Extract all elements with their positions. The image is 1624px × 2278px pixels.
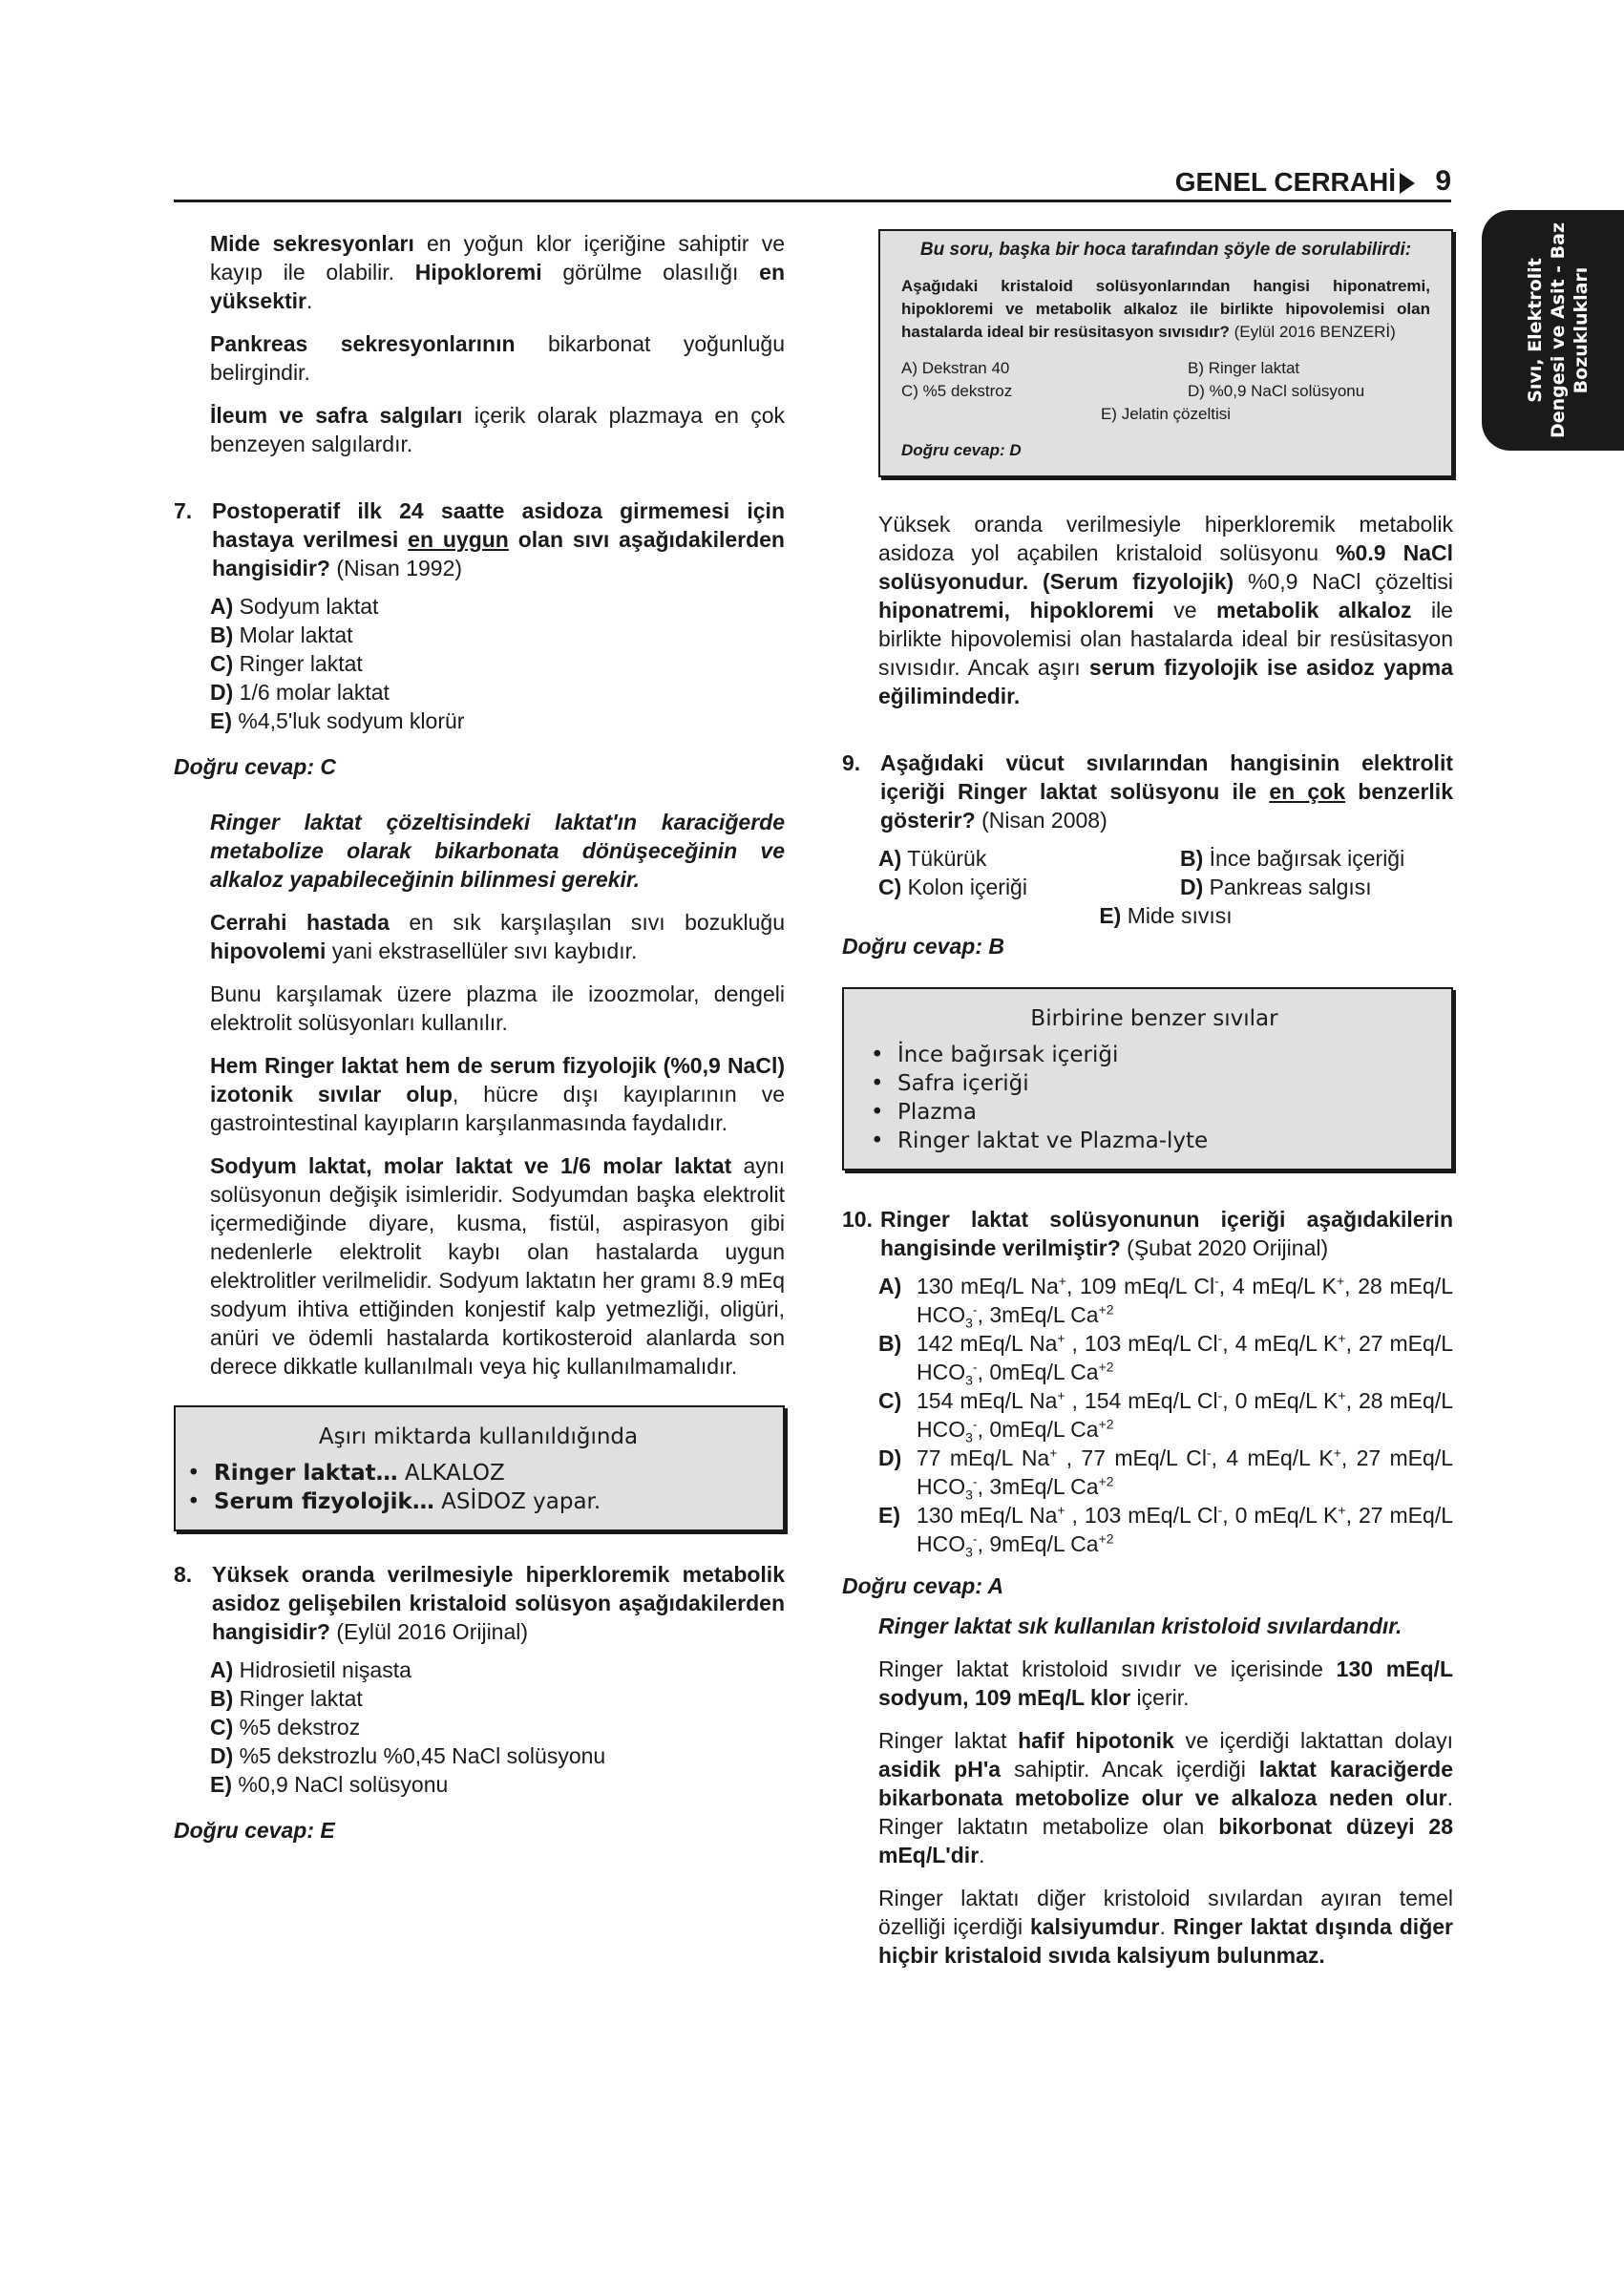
question-9 (842, 749, 1453, 834)
text-bold: hipovolemi (210, 939, 327, 963)
underlined-text: en çok (1269, 779, 1346, 804)
text-bold: serum fizyolojik ise asidoz yapma eğilimindedir. (878, 655, 1453, 708)
note-box-item (187, 1487, 770, 1516)
text-bold: bikorbonat düzeyi 28 mEq/L'dir (878, 1814, 1453, 1867)
text-bold: Mide sekresyonları (210, 231, 414, 256)
left-column (174, 229, 785, 1871)
option-text: Kolon içeriği (901, 875, 1027, 899)
question-number: 7. (174, 498, 193, 523)
text: Aşağıdaki kristaloid solüsyonlarından hangisi hiponatremi, hipokloremi ve metabolik alkaloz ile birlikte hipovolemisi olan hastalarda ideal bir resüsitasyon sıvısıdır? (901, 277, 1430, 341)
option-b (210, 1684, 785, 1713)
option-e (210, 1770, 785, 1799)
option-c: C) %5 dekstroz (901, 382, 1013, 400)
paragraph-ringer-hipotonik (878, 1726, 1453, 1869)
play-arrow-icon (1400, 173, 1415, 194)
option-d (210, 678, 785, 707)
text: aynı solüsyonun değişik isimleridir. Sodyumdan başka elektrolit içermediğinde diyare, kusma, fistül, aspirasyon gibi nedenlerle elektrolit kaybı olan hastalarda uygun elektrolitler verilmelidir. Sodyum laktatın her gramı 8.9 mEq sodyum ihtiva ettiğinden konjestif kalp yetmezliği, oligüri, anüri ve ödemli hastalarda kortikosteroid alanlarda son derece dikkatle kullanılmalı veya hiç kullanılmamalıdır. (210, 1153, 785, 1379)
paragraph-ringer-icerik (878, 1655, 1453, 1712)
option-c (210, 1713, 785, 1741)
text: en yoğun klor içeriğine sahiptir ve kayıp ile olabilir. (210, 231, 785, 285)
text-bold: kalsiyumdur (1029, 1914, 1160, 1939)
question-8 (174, 1560, 785, 1646)
text: Yüksek oranda verilmesiyle hiperkloremik metabolik asidoza yol açabilen kristaloid solüsyonu (878, 512, 1453, 565)
question-text (212, 496, 785, 582)
note-box-item (871, 1069, 1438, 1098)
bullet-icon: • (871, 1100, 884, 1125)
option-letter: D) (210, 1743, 234, 1768)
option-b: B) 142 mEq/L Na+ , 103 mEq/L Cl-, 4 mEq/L K+, 27 mEq/L $HCO_3^-$, 0mEq/L $Ca^{+2}$ (878, 1330, 1453, 1388)
question-text (880, 1205, 1453, 1262)
option-letter: B) (1180, 846, 1204, 871)
text-bold: Cerrahi hastada (210, 910, 390, 935)
answer-7: Doğru cevap: C (174, 754, 336, 779)
option-a: A) 130 mEq/L Na+, 109 mEq/L Cl-, 4 mEq/L K+, 28 mEq/L $HCO_3^-$, 3mEq/L $Ca^{+2}$ (878, 1273, 1453, 1331)
option-e: E) 130 mEq/L Na+ , 103 mEq/L Cl-, 0 mEq/L K+, 27 mEq/L $HCO_3^-$, 9mEq/L $Ca^{+2}$ (878, 1502, 1453, 1560)
option-e: E) Jelatin çözeltisi (1100, 405, 1232, 423)
option-c (878, 873, 1180, 901)
text-bold: Pankreas sekresyonlarının (210, 331, 516, 356)
option-text: İnce bağırsak içeriği (1203, 846, 1405, 871)
alternate-question-options (901, 357, 1430, 403)
text-bold: Hem Ringer laktat hem de serum fizyolojik (%0,9 NaCl) izotonik sıvılar olup (210, 1053, 785, 1107)
text: Aşağıdaki vücut sıvılarından hangisinin elektrolit içeriği Ringer laktat solüsyonu ile (880, 750, 1453, 804)
option-e (842, 901, 1453, 930)
explanation-italic: Ringer laktat sık kullanılan kristoloid sıvılardandır. (878, 1614, 1403, 1638)
chapter-side-tab-label: Sıvı, Elektrolit Dengesi ve Asit - Baz Bozuklukları (1525, 221, 1592, 439)
question-text (880, 749, 1453, 834)
option-text: %4,5'luk sodyum klorür (232, 708, 465, 733)
page-header (174, 164, 1451, 202)
option-d (1180, 873, 1453, 901)
paragraph-ileum (210, 401, 785, 458)
explanation-italic: Ringer laktat çözeltisindeki laktat'ın karaciğerde metabolize olarak bikarbonata dönüşeceğinin ve alkaloz yapabileceğinin bilinmesi gerekir. (210, 810, 785, 892)
bullet-icon: • (871, 1128, 884, 1153)
question-source: (Nisan 2008) (975, 808, 1107, 833)
underlined-text: en uygun (408, 527, 509, 552)
header-title: GENEL CERRAHİ (1174, 167, 1396, 197)
text: %0,9 NaCl çözeltisi (1234, 569, 1453, 594)
option-a (878, 844, 1180, 873)
text: ile birlikte hipovolemisi olan hastalarda ideal bir resüsitasyon sıvısıdır. Ancak aşırı (878, 598, 1453, 680)
question-7 (174, 496, 785, 582)
text: en sık karşılaşılan sıvı bozukluğu (389, 910, 785, 935)
question-source: (Eylül 2016 BENZERİ) (1229, 323, 1396, 341)
option-d: D) 77 mEq/L Na+ , 77 mEq/L Cl-, 4 mEq/L K+, 27 mEq/L $HCO_3^-$, 3mEq/L $Ca^{+2}$ (878, 1445, 1453, 1503)
option-text: 1/6 molar laktat (233, 680, 390, 705)
option-letter: A) (210, 594, 234, 619)
option-c: C) 154 mEq/L Na+ , 154 mEq/L Cl-, 0 mEq/L K+, 28 mEq/L $HCO_3^-$, 0mEq/L $Ca^{+2}$ (878, 1387, 1453, 1445)
question-7-options (174, 592, 785, 735)
question-10-options (842, 1272, 1453, 1558)
text: . (306, 288, 313, 313)
question-number: 9. (842, 750, 861, 775)
text: Ringer laktat (878, 1728, 1019, 1753)
option-text: Ringer laktat (233, 1686, 363, 1711)
option-b: B) Ringer laktat (1188, 359, 1300, 377)
note-box-item (871, 1127, 1438, 1155)
option-e (210, 707, 785, 735)
paragraph-ringer-kalsiyum (878, 1884, 1453, 1970)
option-text: Pankreas salgısı (1203, 875, 1372, 899)
chapter-side-tab (1482, 210, 1624, 451)
text-bold: Ringer laktat… (214, 1461, 398, 1486)
text-bold: Sodyum laktat, molar laktat ve 1/6 molar laktat (210, 1153, 732, 1178)
text: . Ringer laktatın metabolize olan (878, 1785, 1453, 1839)
question-number: 10. (842, 1207, 873, 1232)
text: . (979, 1843, 985, 1867)
option-letter: E) (210, 1772, 232, 1797)
paragraph-sodyum-laktat (210, 1151, 785, 1381)
bullet-icon: • (187, 1461, 200, 1486)
question-text (212, 1560, 785, 1646)
option-text: Sodyum laktat (233, 594, 379, 619)
note-box-benzer-sivilar (842, 987, 1453, 1171)
alternate-question-box (878, 229, 1453, 477)
option-d: D) %0,9 NaCl solüsyonu (1188, 382, 1365, 400)
question-number: 8. (174, 1562, 193, 1587)
option-text: %5 dekstroz (233, 1715, 361, 1740)
option-letter: B) (210, 622, 234, 647)
text: Ringer laktatı diğer kristoloid sıvılardan ayıran temel özelliği içerdiği (878, 1886, 1453, 1939)
text-bold: hafif hipotonik (1018, 1728, 1174, 1753)
text: ALKALOZ (397, 1461, 505, 1486)
text-bold: hiponatremi, hipokloremi (878, 598, 1154, 622)
text: sahiptir. Ancak içerdiği (1001, 1757, 1259, 1782)
paragraph-mide (210, 229, 785, 315)
option-b (1180, 844, 1453, 873)
note-box-item (187, 1459, 770, 1487)
text: . (1159, 1914, 1173, 1939)
bullet-icon: • (871, 1071, 884, 1096)
text: ASİDOZ yapar. (433, 1489, 601, 1514)
option-text: Ringer laktat (233, 651, 363, 676)
question-source: (Nisan 1992) (329, 556, 463, 580)
answer-10: Doğru cevap: A (842, 1573, 1004, 1598)
text-bold: Ringer laktat dışında diğer hiçbir kristaloid sıvıda kalsiyum bulunmaz. (878, 1914, 1453, 1968)
text-bold: metabolik alkaloz (1216, 598, 1412, 622)
right-column (842, 229, 1453, 1984)
text: içerik olarak plazmaya en çok benzeyen salgılardır. (210, 403, 785, 456)
bullet-icon: • (187, 1489, 200, 1514)
question-source: (Şubat 2020 Orijinal) (1120, 1235, 1329, 1260)
paragraph-hiperkloremik (878, 510, 1453, 710)
text: içerir. (1130, 1685, 1190, 1710)
note-box-item (871, 1098, 1438, 1127)
option-text: Hidrosietil nişasta (233, 1657, 411, 1682)
text: Ringer laktat kristoloid sıvıdır ve içerisinde (878, 1656, 1337, 1681)
option-text: Tükürük (901, 846, 987, 871)
text: görülme olasılığı (541, 260, 760, 285)
option-b (210, 621, 785, 649)
question-10 (842, 1205, 1453, 1262)
option-letter: E) (1099, 903, 1122, 928)
option-a: A) Dekstran 40 (901, 359, 1010, 377)
text: Safra içeriği (897, 1071, 1029, 1096)
answer-9: Doğru cevap: B (842, 934, 1004, 959)
text-bold: İleum ve safra salgıları (210, 403, 463, 428)
note-box-title: Birbirine benzer sıvılar (1030, 1006, 1278, 1031)
paragraph-plazma: Bunu karşılamak üzere plazma ile izoozmolar, dengeli elektrolit solüsyonları kullanılır. (210, 981, 785, 1035)
alternate-question-title: Bu soru, başka bir hoca tarafından şöyle de sorulabilirdi: (919, 240, 1412, 260)
note-box-asiri-miktar (174, 1405, 785, 1531)
option-letter: A) (210, 1657, 234, 1682)
option-a (210, 592, 785, 621)
text: Yüksek oranda verilmesiyle hiperkloremik metabolik asidoz gelişebilen kristaloid solüsyon aşağıdakilerden hangisidir? (212, 1562, 785, 1644)
option-letter: D) (1180, 875, 1204, 899)
option-letter: C) (210, 1715, 234, 1740)
text: yani ekstrasellüler sıvı kaybıdır. (326, 939, 638, 963)
text: Plazma (897, 1100, 977, 1125)
text-bold: %0.9 NaCl solüsyonudur. (Serum fizyolojik) (878, 540, 1453, 594)
text: İnce bağırsak içeriği (897, 1043, 1119, 1067)
bullet-icon: • (871, 1043, 884, 1067)
option-text: %0,9 NaCl solüsyonu (232, 1772, 449, 1797)
text: Postoperatif ilk 24 saatte asidoza girmemesi için hastaya verilmesi (212, 498, 785, 552)
note-box-item (871, 1041, 1438, 1069)
note-box-title: Aşırı miktarda kullanıldığında (318, 1424, 639, 1449)
option-text: %5 dekstrozlu %0,45 NaCl solüsyonu (233, 1743, 606, 1768)
text-bold: 130 mEq/L sodyum, 109 mEq/L klor (878, 1656, 1453, 1710)
option-letter: D) (210, 680, 234, 705)
option-text: Mide sıvısı (1121, 903, 1233, 928)
paragraph-pankreas (210, 329, 785, 387)
text: ve (1153, 598, 1216, 622)
option-text: Molar laktat (233, 622, 353, 647)
paragraph-ringer-serum (210, 1051, 785, 1137)
question-8-options (174, 1656, 785, 1799)
alternate-question-answer: Doğru cevap: D (901, 441, 1022, 459)
text: , hücre dışı kayıplarının ve gastrointestinal kayıpların karşılanmasında faydalıdır. (210, 1082, 785, 1135)
text: ve içerdiği laktattan dolayı (1173, 1728, 1454, 1753)
option-letter: E) (210, 708, 232, 733)
page-number: 9 (1435, 165, 1451, 197)
option-letter: B) (210, 1686, 234, 1711)
paragraph-cerrahi (210, 908, 785, 965)
option-d (210, 1741, 785, 1770)
answer-8: Doğru cevap: E (174, 1818, 335, 1843)
option-letter: C) (878, 875, 902, 899)
option-a (210, 1656, 785, 1684)
option-letter: A) (878, 846, 902, 871)
text-bold: asidik pH'a (878, 1757, 1002, 1782)
text-bold: laktat karaciğerde bikarbonata metobolize olur ve alkaloza neden olur (878, 1757, 1453, 1810)
option-letter: C) (210, 651, 234, 676)
text: Ringer laktat ve Plazma-lyte (897, 1128, 1209, 1153)
question-9-options (842, 844, 1453, 901)
text: olan sıvı aşağıdakilerden hangisidir? (212, 527, 785, 580)
alternate-question-text (901, 275, 1430, 344)
text: bikarbonat yoğunluğu belirgindir. (210, 331, 786, 385)
question-source: (Eylül 2016 Orijinal) (329, 1619, 529, 1644)
text-bold: Serum fizyolojik… (214, 1489, 434, 1514)
text: Ringer laktat solüsyonunun içeriği aşağıdakilerin hangisinde verilmiştir? (880, 1207, 1453, 1260)
option-c (210, 649, 785, 678)
text: benzerlik gösterir? (880, 779, 1453, 833)
text-bold: Hipokloremi (414, 260, 542, 285)
text-bold: en yüksektir (210, 260, 786, 313)
